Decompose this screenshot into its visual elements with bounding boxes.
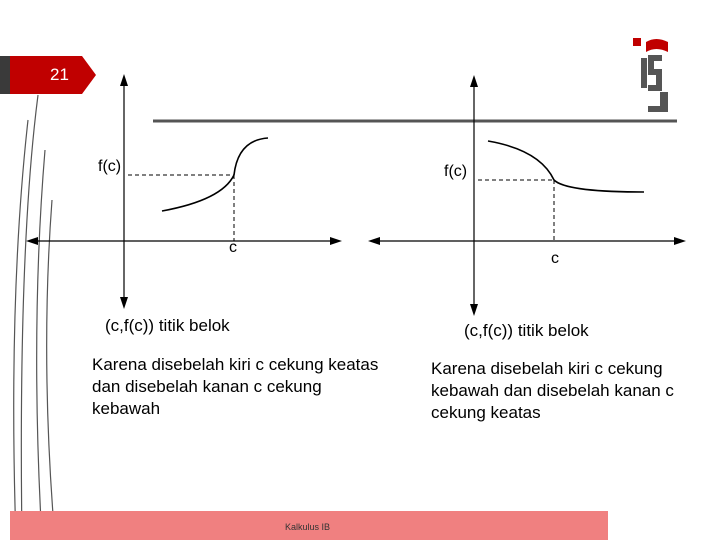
left-x-arrow-right: [330, 237, 342, 245]
left-graph: [26, 74, 342, 309]
left-explanation: Karena disebelah kiri c cekung keatas dan disebelah kanan c cekung kebawah: [92, 355, 379, 418]
left-caption: (c,f(c)) titik belok: [105, 316, 230, 335]
right-x-arrow-right: [674, 237, 686, 245]
left-y-arrow-top: [120, 74, 128, 86]
right-y-arrow-top: [470, 75, 478, 87]
right-x-arrow-left: [368, 237, 380, 245]
slide-number: 21: [50, 65, 69, 84]
right-y-arrow-bottom: [470, 304, 478, 316]
right-graph: [368, 75, 686, 316]
right-c-label: c: [551, 250, 559, 267]
left-x-arrow-left: [26, 237, 38, 245]
left-fc-label: f(c): [98, 158, 122, 175]
right-explanation: Karena disebelah kiri c cekung kebawah dan disebelah kanan c cekung keatas: [431, 359, 674, 422]
footer-course-label: Kalkulus IB: [285, 522, 331, 532]
right-fc-label: f(c): [444, 163, 468, 180]
decorative-left-curves: [14, 95, 55, 540]
university-emblem-icon: [633, 38, 668, 112]
left-c-label: c: [229, 239, 237, 256]
right-caption: (c,f(c)) titik belok: [464, 321, 589, 340]
left-y-arrow-bottom: [120, 297, 128, 309]
right-curve: [488, 141, 644, 192]
